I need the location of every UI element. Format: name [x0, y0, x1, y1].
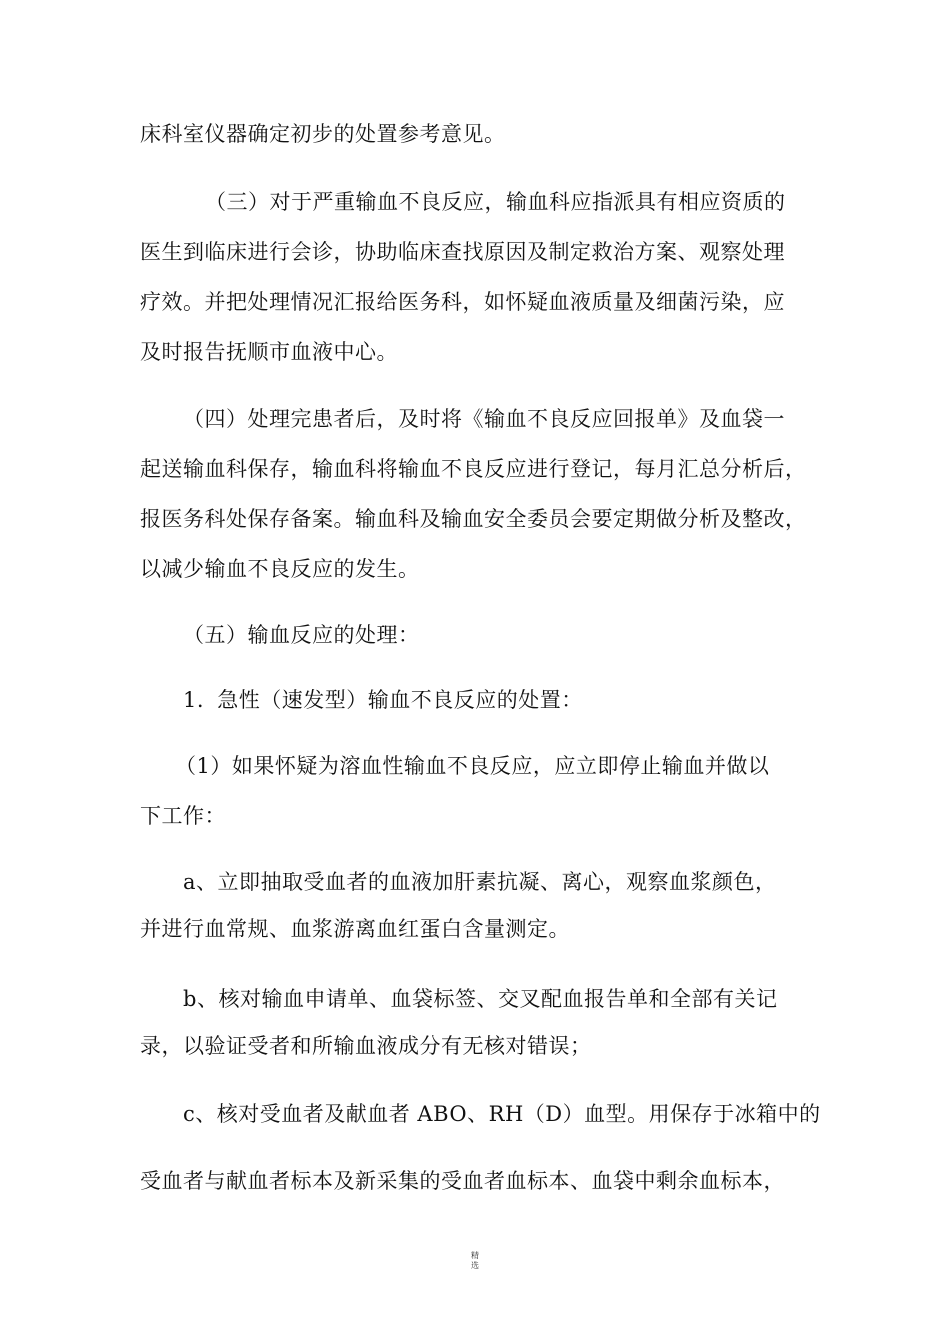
paragraph-line: 医生到临床进行会诊，协助临床查找原因及制定救治方案、观察处理	[140, 240, 785, 264]
list-item-heading: 1. 急性（速发型）输血不良反应的处置：	[183, 688, 583, 712]
paragraph-line: a、立即抽取受血者的血液加肝素抗凝、离心，观察血浆颜色，	[183, 870, 777, 894]
paragraph-line: 以减少输血不良反应的发生。	[140, 557, 420, 581]
paragraph-line: （1）如果怀疑为溶血性输血不良反应，应立即停止输血并做以	[175, 754, 770, 778]
footer-line: 精	[471, 1251, 479, 1260]
paragraph-line: b、核对输血申请单、血袋标签、交叉配血报告单和全部有关记	[183, 987, 778, 1011]
paragraph-line: 受血者与献血者标本及新采集的受血者血标本、血袋中剩余血标本，	[140, 1169, 785, 1193]
paragraph-line: c、核对受血者及献血者 ABO、RH（D）血型。用保存于冰箱中的	[183, 1102, 821, 1126]
section-heading: （五）输血反应的处理：	[183, 623, 420, 647]
paragraph-line: 床科室仪器确定初步的处置参考意见。	[140, 122, 506, 146]
footer-line: 选	[471, 1261, 479, 1270]
paragraph-line: 及时报告抚顺市血液中心。	[140, 340, 398, 364]
paragraph-line: 起送输血科保存，输血科将输血不良反应进行登记，每月汇总分析后，	[140, 457, 807, 481]
paragraph-line: 并进行血常规、血浆游离血红蛋白含量测定。	[140, 917, 570, 941]
paragraph-line: （四）处理完患者后，及时将《输血不良反应回报单》及血袋一	[183, 407, 785, 431]
paragraph-line: （三）对于严重输血不良反应，输血科应指派具有相应资质的	[205, 190, 786, 214]
page-footer	[0, 1251, 950, 1271]
paragraph-line: 下工作：	[140, 804, 226, 828]
paragraph-line: 疗效。并把处理情况汇报给医务科，如怀疑血液质量及细菌污染，应	[140, 290, 785, 314]
paragraph-line: 录，以验证受者和所输血液成分有无核对错误；	[140, 1034, 592, 1058]
paragraph-line: 报医务科处保存备案。输血科及输血安全委员会要定期做分析及整改，	[140, 507, 807, 531]
